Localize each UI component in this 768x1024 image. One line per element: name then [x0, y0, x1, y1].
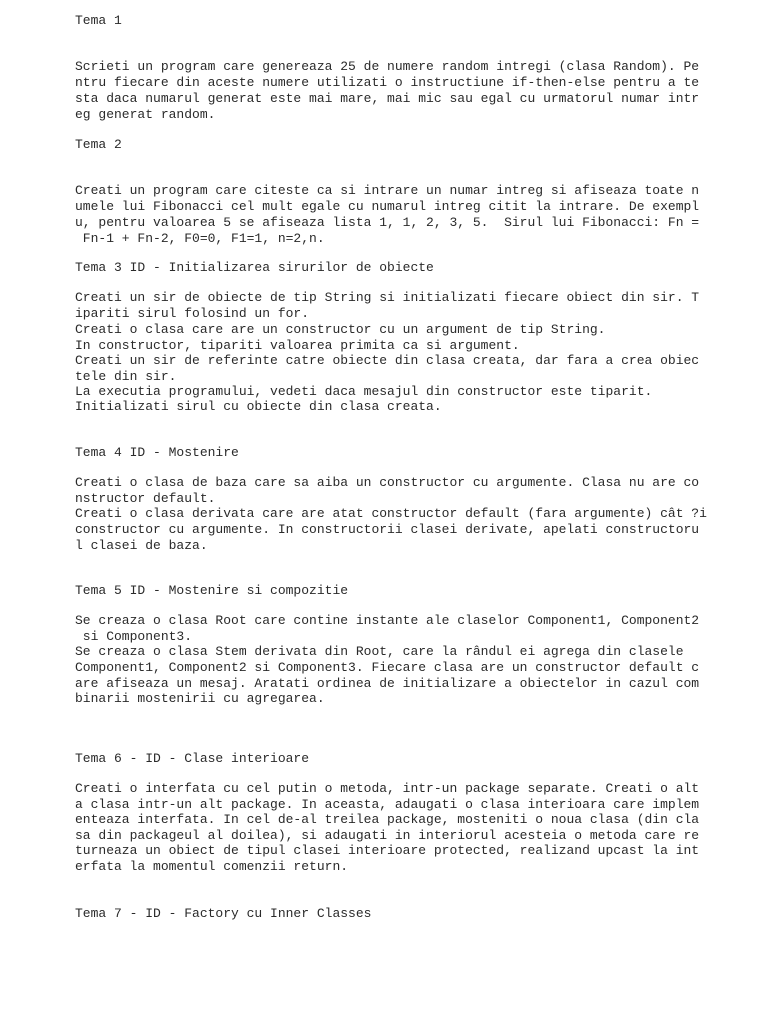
tema1-text-line: ntru fiecare din aceste numere utilizati o instructiune if-then-else pentru a te [75, 75, 700, 90]
tema2-text-line: u, pentru valoarea 5 se afiseaza lista 1, 1, 2, 3, 5. Sirul lui Fibonacci: Fn = [75, 215, 700, 230]
tema2-text-line: Creati un program care citeste ca si intrare un numar intreg si afiseaza toate n [75, 183, 700, 198]
tema3-heading: Tema 3 ID - Initializarea sirurilor de obiecte [75, 260, 434, 275]
tema7-heading: Tema 7 - ID - Factory cu Inner Classes [75, 906, 372, 921]
tema3-text-line: Creati un sir de referinte catre obiecte din clasa creata, dar fara a crea obiec [75, 353, 700, 368]
tema3-text-line: Creati un sir de obiecte de tip String si initializati fiecare obiect din sir. T [75, 290, 700, 305]
tema6-text-line: turneaza un obiect de tipul clasei interioare protected, realizand upcast la int [75, 843, 700, 858]
tema3-text-line: La executia programului, vedeti daca mesajul din constructor este tiparit. [75, 384, 653, 399]
tema1-text-line: sta daca numarul generat este mai mare, mai mic sau egal cu urmatorul numar intr [75, 91, 700, 106]
tema1-heading: Tema 1 [75, 13, 122, 28]
tema5-text-line: Se creaza o clasa Root care contine instante ale claselor Component1, Component2 [75, 613, 700, 628]
tema1-text-line: eg generat random. [75, 107, 216, 122]
tema6-text-line: sa din packageul al doilea), si adaugati in interiorul acesteia o metoda care re [75, 828, 700, 843]
tema5-text-line: binarii mostenirii cu agregarea. [75, 691, 325, 706]
tema3-text-line: In constructor, tipariti valoarea primita ca si argument. [75, 338, 520, 353]
tema6-text-line: erfata la momentul comenzii return. [75, 859, 349, 874]
tema3-text-line: tele din sir. [75, 369, 177, 384]
tema5-text-line: Component1, Component2 si Component3. Fiecare clasa are un constructor default c [75, 660, 700, 675]
tema6-text-line: Creati o interfata cu cel putin o metoda, intr-un package separate. Creati o alt [75, 781, 700, 796]
tema2-text-line: umele lui Fibonacci cel mult egale cu numarul intreg citit la intrare. De exempl [75, 199, 700, 214]
tema2-text-line: Fn-1 + Fn-2, F0=0, F1=1, n=2,n. [75, 231, 325, 246]
tema4-text-line: Creati o clasa de baza care sa aiba un constructor cu argumente. Clasa nu are co [75, 475, 700, 490]
tema6-text-line: a clasa intr-un alt package. In aceasta, adaugati o clasa interioara care implem [75, 797, 700, 812]
tema5-text-line: Se creaza o clasa Stem derivata din Root, care la rândul ei agrega din clasele [75, 644, 684, 659]
tema1-text-line: Scrieti un program care genereaza 25 de numere random intregi (clasa Random). Pe [75, 59, 700, 74]
tema4-text-line: nstructor default. [75, 491, 216, 506]
tema4-text-line: l clasei de baza. [75, 538, 208, 553]
tema4-text-line: Creati o clasa derivata care are atat constructor default (fara argumente) cât ?i [75, 506, 707, 521]
tema2-heading: Tema 2 [75, 137, 122, 152]
tema5-heading: Tema 5 ID - Mostenire si compozitie [75, 583, 349, 598]
tema5-text-line: are afiseaza un mesaj. Aratati ordinea de initializare a obiectelor in cazul com [75, 676, 700, 691]
tema5-text-line: si Component3. [75, 629, 193, 644]
tema3-text-line: Creati o clasa care are un constructor cu un argument de tip String. [75, 322, 606, 337]
tema4-heading: Tema 4 ID - Mostenire [75, 445, 239, 460]
tema3-text-line: Initializati sirul cu obiecte din clasa creata. [75, 399, 442, 414]
tema4-text-line: constructor cu argumente. In constructorii clasei derivate, apelati constructoru [75, 522, 700, 537]
tema3-text-line: ipariti sirul folosind un for. [75, 306, 310, 321]
tema6-text-line: enteaza interfata. In cel de-al treilea package, mosteniti o noua clasa (din cla [75, 812, 700, 827]
tema6-heading: Tema 6 - ID - Clase interioare [75, 751, 310, 766]
